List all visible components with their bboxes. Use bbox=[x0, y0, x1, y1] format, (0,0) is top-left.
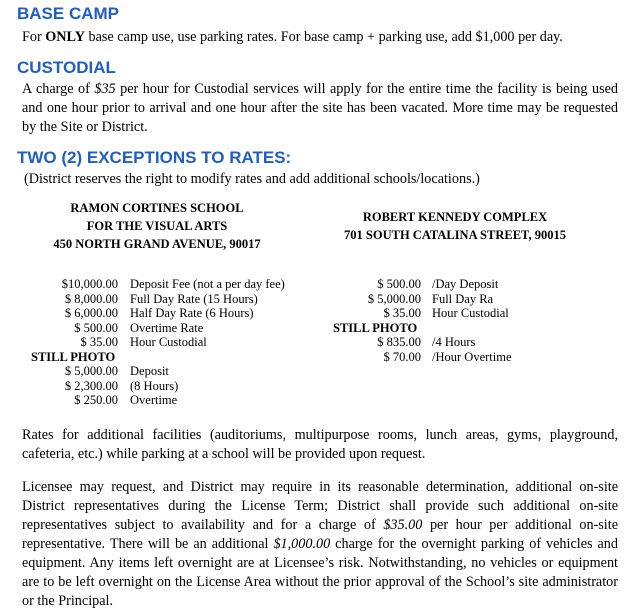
table-row: $ 35.00 Hour Custodial bbox=[383, 306, 509, 320]
custodial-text: A charge of $35 per hour for Custodial services will apply for the entire time the facility is being used and one hour prior to arrival and one hour after the site has been vacated. More time may be requested by the Site or District. bbox=[22, 81, 618, 135]
table-row: $ 5,000.00 Deposit bbox=[64, 364, 169, 378]
robert-kennedy-header bbox=[290, 208, 620, 244]
robert-still-photo-label: STILL PHOTO bbox=[333, 320, 418, 335]
exceptions-heading: TWO (2) EXCEPTIONS TO RATES: bbox=[17, 148, 292, 167]
custodial-rate: $35 bbox=[94, 81, 116, 97]
overnight-charge: $1,000.00 bbox=[273, 536, 331, 552]
ramon-address: 450 NORTH GRAND AVENUE, 90017 bbox=[53, 237, 261, 251]
table-row: $ 35.00 Hour Custodial bbox=[80, 335, 207, 349]
table-row: $ 500.00 Overtime Rate bbox=[74, 320, 204, 335]
only-emphasis: ONLY bbox=[45, 29, 85, 45]
exceptions-note: (District reserves the right to modify rates and add additional schools/locations.) bbox=[24, 171, 480, 187]
licensee-text: Licensee may request, and District may require in its reasonable determination, additional on-site District representatives during the License Term; District shall provide such additional on-site representatives subject to availability and for a charge of $35.00 per hour per additional on-site representative. There will be an additional $1,000.00 charge for the overnight parking of vehicles and equipment. Any items left overnight are at Licensee’s risk. Notwithstanding, no vehicles or equipment are to be left overnight on the License Area without the prior approval of the School’s site administrator or the Principal. bbox=[22, 479, 618, 609]
table-row: $ 8,000.00 Full Day Rate (15 Hours) bbox=[64, 291, 258, 306]
ramon-cortines-header bbox=[22, 199, 292, 253]
robert-address: 701 SOUTH CATALINA STREET, 90015 bbox=[344, 228, 566, 242]
custodial-heading: CUSTODIAL bbox=[17, 58, 116, 77]
ramon-name-line1: RAMON CORTINES SCHOOL bbox=[70, 201, 244, 215]
ramon-still-photo-label: STILL PHOTO bbox=[31, 349, 116, 364]
table-row: $ 70.00 /Hour Overtime bbox=[383, 349, 512, 364]
table-row: $ 835.00 /4 Hours bbox=[377, 335, 476, 349]
table-row: $ 6,000.00 Half Day Rate (6 Hours) bbox=[64, 306, 254, 320]
table-row: $ 250.00 Overtime bbox=[74, 393, 178, 407]
base-camp-heading: BASE CAMP bbox=[17, 4, 120, 23]
table-row: $ 500.00 /Day Deposit bbox=[377, 277, 499, 291]
table-row: $ 2,300.00 (8 Hours) bbox=[64, 378, 179, 393]
table-row: $ 5,000.00 Full Day Ra bbox=[367, 291, 494, 306]
ramon-name-line2: FOR THE VISUAL ARTS bbox=[86, 219, 228, 233]
table-row: $10,000.00 Deposit Fee (not a per day fee) bbox=[61, 277, 285, 291]
additional-facilities-text: Rates for additional facilities (auditoriums, multipurpose rooms, lunch areas, gyms, playground, cafeteria, etc.) while parking at a school will be provided upon request. bbox=[22, 427, 618, 462]
robert-name: ROBERT KENNEDY COMPLEX bbox=[362, 210, 548, 224]
representative-rate: $35.00 bbox=[383, 517, 423, 533]
base-camp-text: For ONLY base camp use, use parking rates. For base camp + parking use, add $1,000 per day. bbox=[22, 29, 563, 45]
